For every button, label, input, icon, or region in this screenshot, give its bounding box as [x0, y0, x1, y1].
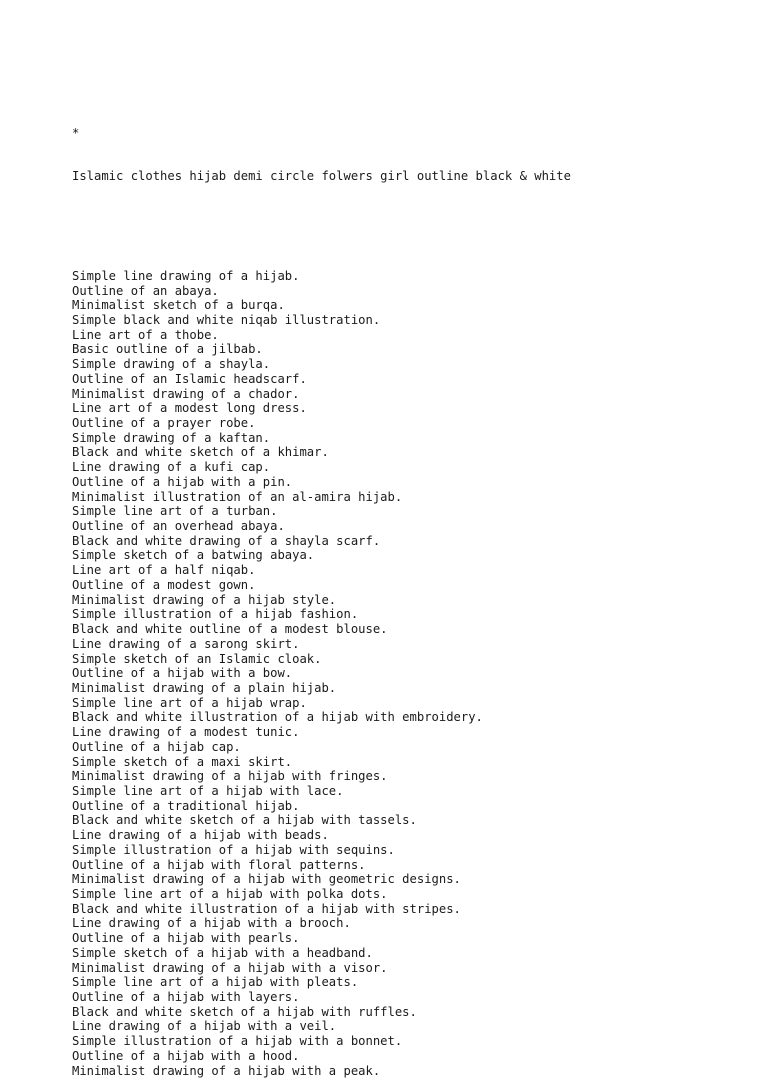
list-item: Black and white drawing of a shayla scarf. [72, 533, 381, 548]
list-item: Outline of a hijab with floral patterns. [72, 857, 366, 872]
list-item: Minimalist drawing of a plain hijab. [72, 680, 337, 695]
list-item: Outline of a prayer robe. [72, 416, 256, 431]
list-item: Line art of a modest long dress. [72, 401, 307, 416]
list-item: Minimalist drawing of a hijab with geometric designs. [72, 872, 461, 887]
list-item: Simple line art of a turban. [72, 504, 278, 519]
list-item: Outline of a hijab with a bow. [72, 666, 293, 681]
list-item: Outline of a hijab with layers. [72, 990, 300, 1005]
list-item: Black and white illustration of a hijab with stripes. [72, 901, 461, 916]
list-item: Simple illustration of a hijab with sequins. [72, 842, 395, 857]
list-item: Line drawing of a hijab with a brooch. [72, 916, 351, 931]
document-title: Islamic clothes hijab demi circle folwers girl outline black & white [72, 168, 571, 183]
list-item: Simple drawing of a kaftan. [72, 430, 271, 445]
list-item: Outline of a traditional hijab. [72, 798, 300, 813]
list-item: Minimalist drawing of a hijab with a peak. [72, 1063, 381, 1078]
list-item: Line art of a half niqab. [72, 563, 256, 578]
document-page [72, 70, 728, 1092]
list-item: Simple sketch of a maxi skirt. [72, 754, 293, 769]
bullet-marker: * [72, 126, 80, 140]
list-item: Black and white outline of a modest blouse. [72, 622, 388, 637]
list-item: Outline of a hijab with pearls. [72, 931, 300, 946]
list-item: Simple black and white niqab illustration. [72, 312, 381, 327]
list-item: Minimalist drawing of a hijab style. [72, 592, 337, 607]
list-item: Simple line art of a hijab wrap. [72, 695, 307, 710]
list-item: Simple illustration of a hijab fashion. [72, 607, 359, 622]
list-item: Line drawing of a modest tunic. [72, 725, 300, 740]
list-item: Minimalist sketch of a burqa. [72, 298, 285, 313]
list-item: Line drawing of a hijab with beads. [72, 828, 329, 843]
list-item: Simple illustration of a hijab with a bonnet. [72, 1034, 403, 1049]
list-item: Line drawing of a kufi cap. [72, 460, 271, 475]
list-item: Line drawing of a sarong skirt. [72, 636, 300, 651]
list-item: Black and white illustration of a hijab with embroidery. [72, 710, 483, 725]
list-item: Outline of a hijab with a pin. [72, 474, 293, 489]
list-item: Black and white sketch of a hijab with tassels. [72, 813, 417, 828]
list-item: Simple drawing of a shayla. [72, 357, 271, 372]
list-item: Minimalist illustration of an al-amira hijab. [72, 489, 403, 504]
list-item: Black and white sketch of a khimar. [72, 445, 329, 460]
list-item: Outline of an overhead abaya. [72, 519, 285, 534]
list-item: Simple sketch of an Islamic cloak. [72, 651, 322, 666]
list-item: Simple line art of a hijab with pleats. [72, 975, 359, 990]
list-item: Simple sketch of a hijab with a headband. [72, 945, 373, 960]
list-item: Simple sketch of a batwing abaya. [72, 548, 315, 563]
item-list [72, 269, 728, 1079]
list-item: Minimalist drawing of a chador. [72, 386, 300, 401]
list-item: Simple line drawing of a hijab. [72, 268, 300, 283]
list-item: Basic outline of a jilbab. [72, 342, 263, 357]
list-item: Line art of a thobe. [72, 327, 219, 342]
list-item: Minimalist drawing of a hijab with fringes. [72, 769, 388, 784]
list-item: Simple line art of a hijab with polka dots. [72, 887, 388, 902]
list-item: Line drawing of a hijab with a veil. [72, 1019, 337, 1034]
list-item: Simple line art of a hijab with lace. [72, 783, 344, 798]
list-item: Outline of an Islamic headscarf. [72, 371, 307, 386]
title-block [72, 98, 728, 211]
list-item: Black and white sketch of a hijab with ruffles. [72, 1004, 417, 1019]
list-item: Outline of a hijab cap. [72, 739, 241, 754]
list-item: Minimalist drawing of a hijab with a visor. [72, 960, 388, 975]
list-item: Outline of an abaya. [72, 283, 219, 298]
list-item: Outline of a hijab with a hood. [72, 1048, 300, 1063]
list-item: Outline of a modest gown. [72, 577, 256, 592]
